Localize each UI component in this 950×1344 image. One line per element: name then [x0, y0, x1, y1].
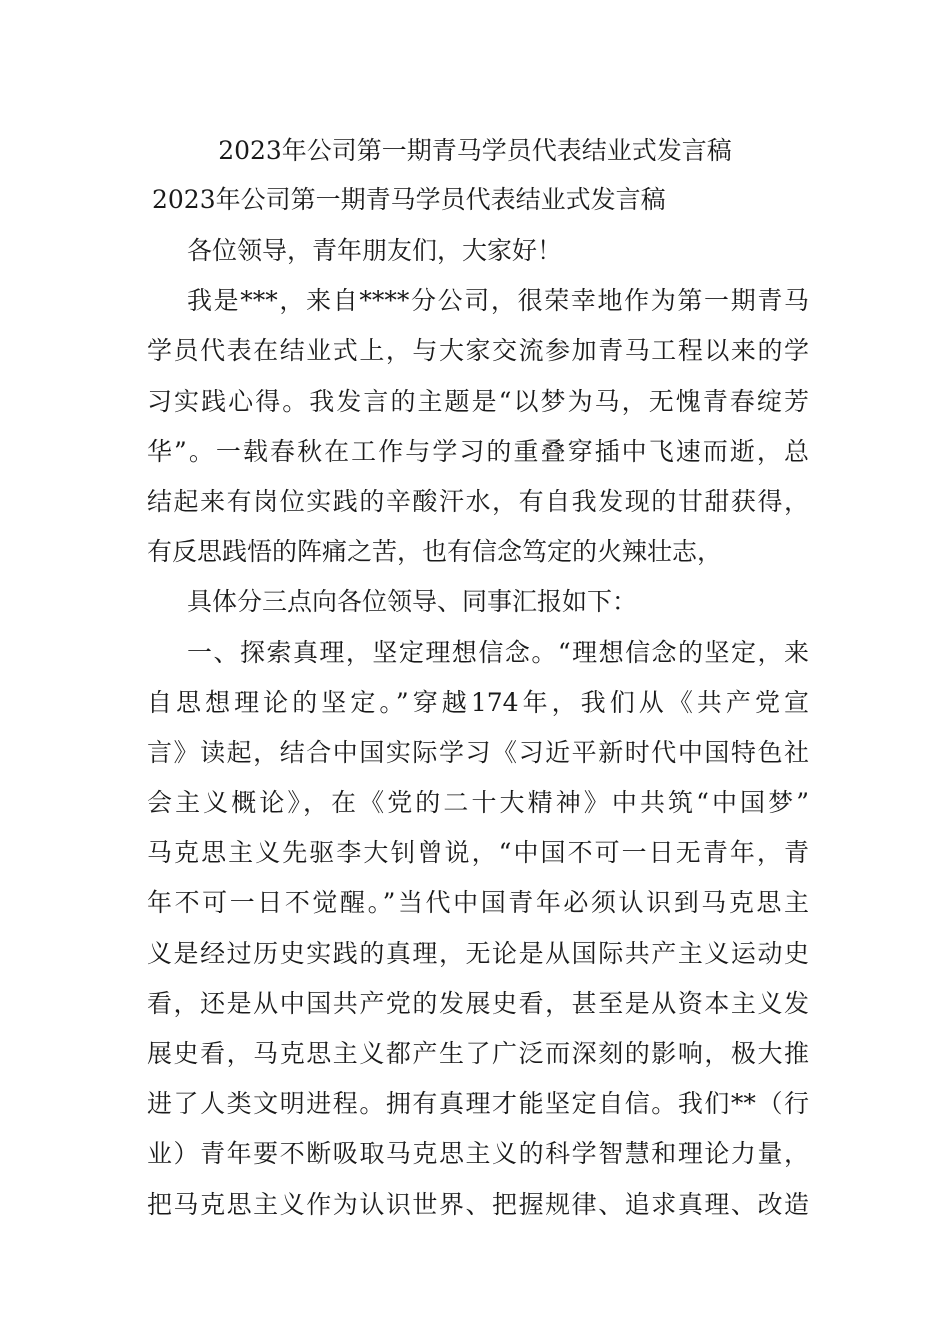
paragraph-line: 习实践心得。我发言的主题是“以梦为马，无愧青春绽芳 — [147, 386, 809, 416]
document-subtitle: 2023年公司第一期青马学员代表结业式发言稿 — [152, 185, 666, 214]
paragraph-line: 年不可一日不觉醒。”当代中国青年必须认识到马克思主 — [147, 888, 809, 918]
paragraph-line: 会主义概论》，在《党的二十大精神》中共筑“中国梦” — [147, 788, 809, 818]
paragraph-line: 一、探索真理，坚定理想信念。“理想信念的坚定，来 — [187, 637, 809, 667]
paragraph-line: 把马克思主义作为认识世界、把握规律、追求真理、改造 — [147, 1189, 809, 1219]
document-title: 2023年公司第一期青马学员代表结业式发言稿 — [218, 136, 732, 165]
paragraph-line: 看，还是从中国共产党的发展史看，甚至是从资本主义发 — [147, 988, 809, 1018]
greeting-line: 各位领导，青年朋友们，大家好！ — [187, 236, 563, 265]
paragraph-line: 马克思主义先驱李大钊曾说，“中国不可一日无青年，青 — [147, 838, 809, 868]
paragraph-line: 言》读起，结合中国实际学习《习近平新时代中国特色社 — [147, 737, 809, 767]
document-body — [147, 226, 809, 1230]
paragraph-line: 我是***，来自****分公司，很荣幸地作为第一期青马 — [187, 286, 809, 316]
paragraph-line: 进了人类文明进程。拥有真理才能坚定自信。我们**（行 — [147, 1089, 809, 1119]
paragraph-line: 学员代表在结业式上，与大家交流参加青马工程以来的学 — [147, 336, 809, 366]
paragraph-line: 有反思践悟的阵痛之苦，也有信念笃定的火辣壮志， — [147, 537, 723, 567]
paragraph-line: 结起来有岗位实践的辛酸汗水，有自我发现的甘甜获得， — [147, 486, 809, 516]
paragraph-line: 义是经过历史实践的真理，无论是从国际共产主义运动史 — [147, 938, 809, 968]
paragraph-line: 展史看，马克思主义都产生了广泛而深刻的影响，极大推 — [147, 1039, 809, 1068]
paragraph-line: 自思想理论的坚定。”穿越174年，我们从《共产党宣 — [147, 687, 809, 717]
paragraph-line: 华”。一载春秋在工作与学习的重叠穿插中飞速而逝，总 — [147, 436, 809, 466]
paragraph-line: 业）青年要不断吸取马克思主义的科学智慧和理论力量， — [147, 1139, 809, 1169]
paragraph-line: 具体分三点向各位领导、同事汇报如下： — [187, 587, 638, 617]
